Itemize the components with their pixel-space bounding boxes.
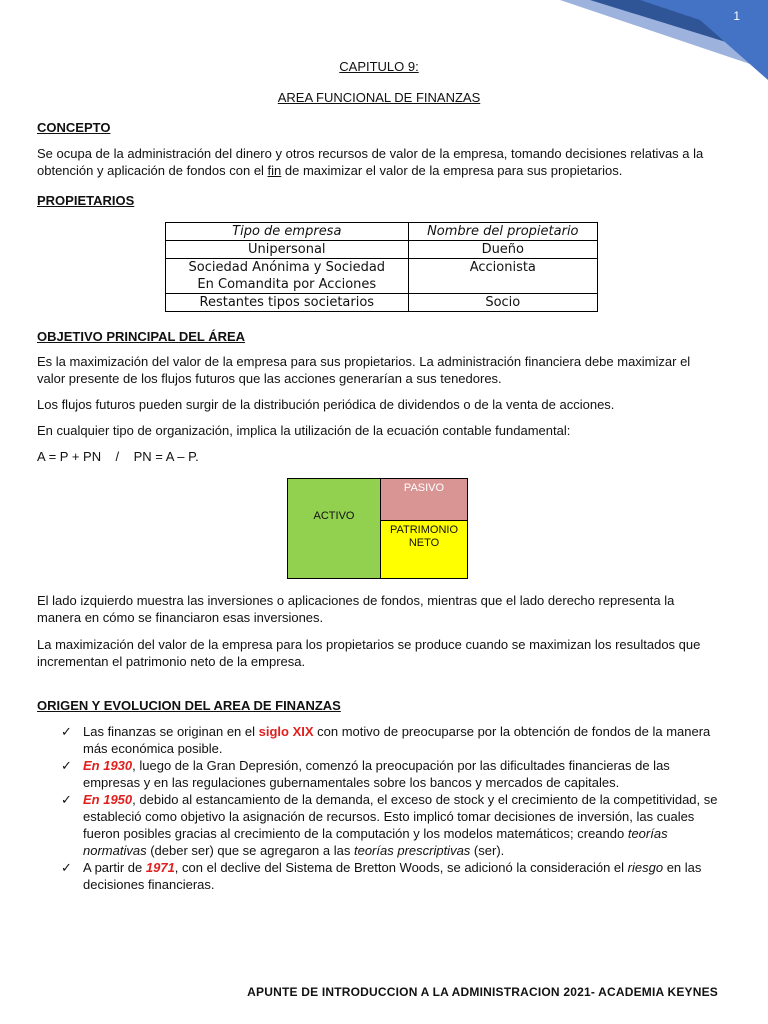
owners-table (165, 222, 598, 312)
table-cell: Socio (408, 294, 597, 312)
list-item: ✓ Las finanzas se originan en el siglo XIX con motivo de preocuparse por la obtención de fondos de la manera más económica posible. (61, 724, 711, 756)
pasivo-box: PASIVO (380, 478, 468, 521)
area-title: AREA FUNCIONAL DE FINANZAS (277, 90, 481, 105)
concepto-paragraph: Se ocupa de la administración del dinero y otros recursos de valor de la empresa, tomando decisiones relativas a la obtención y aplicación de fondos con el fin de maximizar el valor de la empresa para sus propietarios. (37, 146, 704, 178)
balance-diagram (287, 478, 469, 579)
origen-heading: ORIGEN Y EVOLUCION DEL AREA DE FINANZAS (37, 698, 341, 713)
list-item: ✓ En 1930, luego de la Gran Depresión, comenzó la preocupación por las dificultades financieras de las empresas y en las regulaciones gubernamentales sobre los bancos y mercados de capitales. (61, 758, 670, 790)
objetivo-heading: OBJETIVO PRINCIPAL DEL ÁREA (37, 329, 246, 344)
objetivo-paragraph-1: Es la maximización del valor de la empresa para sus propietarios. La administración financiera debe maximizar el valor presente de los flujos futuros que las acciones generarían a sus tenedores. (37, 354, 691, 386)
document-body (37, 58, 721, 893)
table-header: Nombre del propietario (408, 223, 597, 241)
list-item: ✓ A partir de 1971, con el declive del Sistema de Bretton Woods, se adicionó la consideración el riesgo en las decisiones financieras. (61, 860, 702, 892)
chapter-title: CAPITULO 9: (339, 59, 419, 74)
activo-box: ACTIVO (287, 478, 381, 579)
table-cell: Accionista (408, 259, 597, 294)
lado-paragraph: El lado izquierdo muestra las inversiones o aplicaciones de fondos, mientras que el lado derecho representa la manera en cómo se financiaron esas inversiones. (37, 593, 675, 625)
check-icon: ✓ (61, 758, 72, 773)
table-header: Tipo de empresa (166, 223, 409, 241)
objetivo-paragraph-2: Los flujos futuros pueden surgir de la distribución periódica de dividendos o de la venta de acciones. (37, 397, 615, 412)
page-footer: APUNTE DE INTRODUCCION A LA ADMINISTRACION 2021- ACADEMIA KEYNES (247, 985, 718, 999)
origen-list (37, 723, 721, 893)
check-icon: ✓ (61, 860, 72, 875)
check-icon: ✓ (61, 724, 72, 739)
equation: A = P + PN / PN = A – P. (37, 449, 199, 464)
table-row (166, 259, 598, 294)
table-row (166, 241, 598, 259)
maximizacion-paragraph: La maximización del valor de la empresa para los propietarios se produce cuando se maximizan los resultados que incrementan el patrimonio neto de la empresa. (37, 637, 701, 669)
table-cell: Unipersonal (166, 241, 409, 259)
patrimonio-box: PATRIMONIO NETO (380, 520, 468, 579)
table-cell: Restantes tipos societarios (166, 294, 409, 312)
check-icon: ✓ (61, 792, 72, 807)
objetivo-paragraph-3: En cualquier tipo de organización, implica la utilización de la ecuación contable fundamental: (37, 423, 571, 438)
table-cell: Dueño (408, 241, 597, 259)
page-number: 1 (733, 9, 740, 23)
list-item: ✓ En 1950, debido al estancamiento de la demanda, el exceso de stock y el crecimiento de la competitividad, se estableció como objetivo la asignación de recursos. Esto implicó tomar decisiones de inversión, las cuales fueron posibles gracias al crecimiento de la computación y los modelos matemáticos; creando teorías normativas (deber ser) que se agregaron a las teorías prescriptivas (ser). (61, 792, 718, 858)
table-header-row (166, 223, 598, 241)
table-cell: Sociedad Anónima y Sociedad En Comandita por Acciones (166, 259, 409, 294)
table-row (166, 294, 598, 312)
propietarios-heading: PROPIETARIOS (37, 193, 135, 208)
concepto-heading: CONCEPTO (37, 120, 111, 135)
